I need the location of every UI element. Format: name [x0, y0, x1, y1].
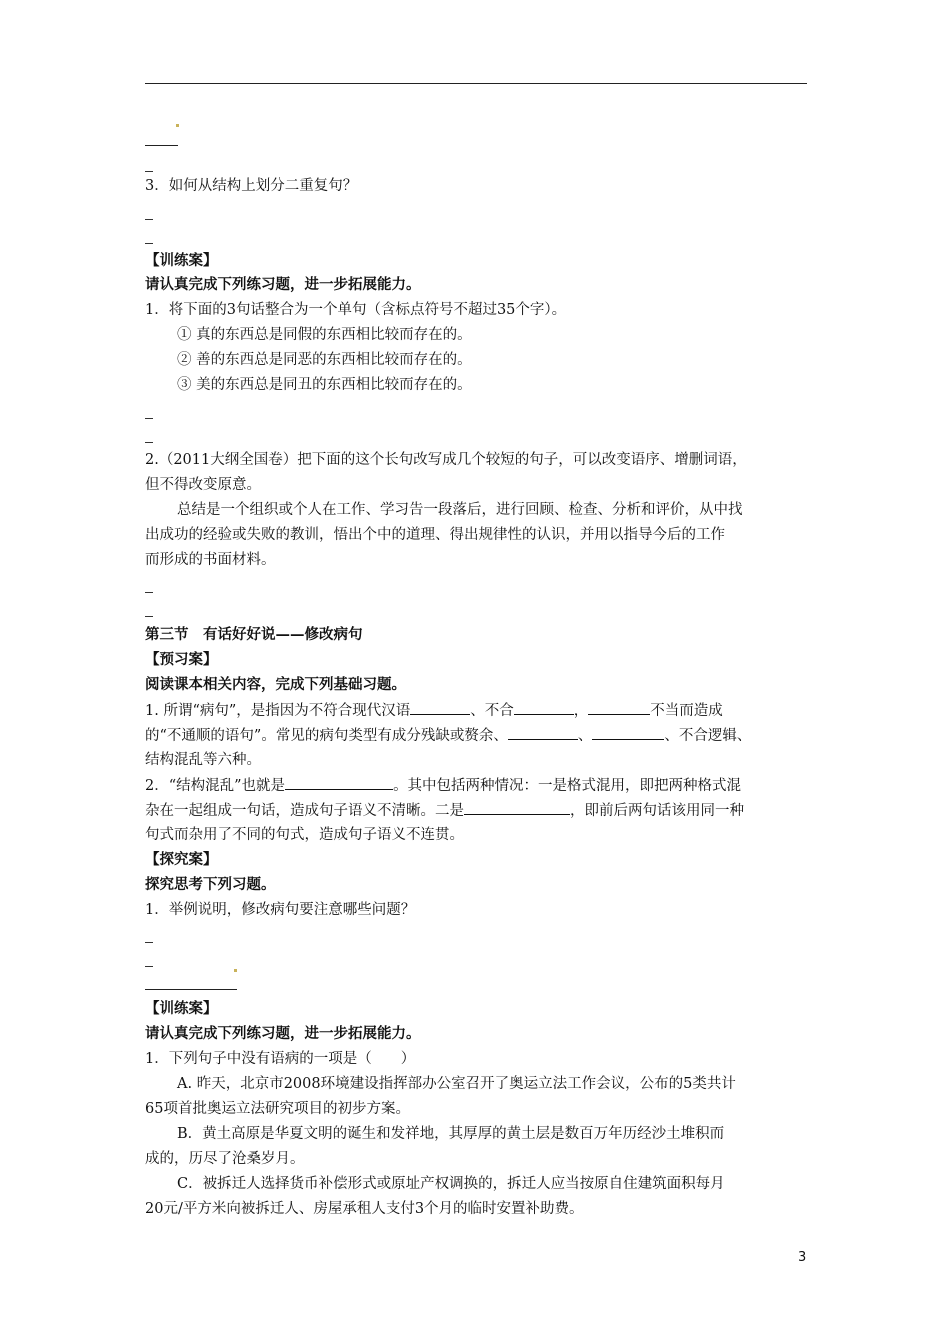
section-heading: 【预习案】 — [145, 651, 218, 668]
fill-blank-2-line-2: 杂在一起组成一句话，造成句子语义不清晰。二是 ，即前后两句话该用同一种 — [145, 800, 744, 821]
option-a-line-1: A. 昨天，北京市2008环境建设指挥部办公室召开了奥运立法工作会议，公布的5类共计 — [177, 1076, 736, 1092]
blank[interactable] — [285, 775, 393, 790]
answer-dash — [145, 442, 153, 443]
list-item: ① 真的东西总是同假的东西相比较而存在的。 — [177, 327, 472, 343]
section-title: 第三节 有话好好说——修改病句 — [145, 626, 363, 643]
passage-line: 总结是一个组织或个人在工作、学习告一段落后，进行回顾、检查、分析和评价，从中找 — [177, 502, 743, 518]
blank[interactable] — [464, 800, 570, 815]
list-item: ② 善的东西总是同恶的东西相比较而存在的。 — [177, 352, 472, 368]
option-b-line-1: B．黄土高原是华夏文明的诞生和发祥地，其厚厚的黄土层是数百万年历经沙土堆积而 — [177, 1126, 725, 1142]
header-rule — [145, 83, 807, 84]
fill-blank-2-line-1: 2．“结构混乱”也就是 。其中包括两种情况：一是格式混用，即把两种格式混 — [145, 775, 741, 796]
section-heading: 【训练案】 — [145, 1000, 218, 1017]
option-c-line-1: C．被拆迁人选择货币补偿形式或原址产权调换的，拆迁人应当按原自住建筑面积每月 — [177, 1176, 725, 1192]
option-c-line-2: 20元/平方米向被拆迁人、房屋承租人支付3个月的临时安置补助费。 — [145, 1201, 584, 1217]
blank[interactable] — [410, 700, 470, 715]
answer-dash — [145, 418, 153, 419]
decorative-dot — [234, 969, 237, 972]
fill-blank-1-line-2: 的“不通顺的语句”。常见的病句类型有成分残缺或赘余、 、 、不合逻辑、 — [145, 725, 751, 746]
fill-blank-1-line-1: 1. 所谓“病句”，是指因为不符合现代汉语 、不合 ， 不当而造成 — [145, 700, 723, 721]
answer-line — [145, 989, 237, 990]
instruction: 请认真完成下列练习题，进一步拓展能力。 — [145, 1025, 421, 1042]
section-heading: 【训练案】 — [145, 252, 218, 269]
question-3: 3．如何从结构上划分二重复句？ — [145, 178, 358, 194]
explore-question-1: 1．举例说明，修改病句要注意哪些问题？ — [145, 902, 416, 918]
exercise-2-line-1: 2.（2011大纲全国卷）把下面的这个长句改写成几个较短的句子，可以改变语序、增删词语， — [145, 452, 747, 468]
answer-dash — [145, 616, 153, 617]
blank[interactable] — [508, 725, 578, 740]
answer-dash — [145, 219, 153, 220]
fill-blank-2-line-3: 句式而杂用了不同的句式，造成句子语义不连贯。 — [145, 827, 464, 843]
exercise-2-line-2: 但不得改变原意。 — [145, 477, 261, 493]
list-item: ③ 美的东西总是同丑的东西相比较而存在的。 — [177, 377, 472, 393]
answer-line — [145, 145, 178, 146]
instruction: 探究思考下列习题。 — [145, 876, 276, 893]
passage-line: 出成功的经验或失败的教训，悟出个中的道理、得出规律性的认识，并用以指导今后的工作 — [145, 527, 725, 543]
option-a-line-2: 65项首批奥运立法研究项目的初步方案。 — [145, 1101, 410, 1117]
passage-line: 而形成的书面材料。 — [145, 552, 276, 568]
instruction: 阅读课本相关内容，完成下列基础习题。 — [145, 676, 406, 693]
answer-dash — [145, 966, 153, 967]
exercise-1: 1．将下面的3句话整合为一个单句（含标点符号不超过35个字）。 — [145, 302, 567, 318]
instruction: 请认真完成下列练习题，进一步拓展能力。 — [145, 276, 421, 293]
blank[interactable] — [588, 700, 650, 715]
option-b-line-2: 成的，历尽了沧桑岁月。 — [145, 1151, 305, 1167]
answer-dash — [145, 243, 153, 244]
mc-question-1: 1．下列句子中没有语病的一项是（ ） — [145, 1051, 416, 1067]
answer-dash — [145, 942, 153, 943]
decorative-dot — [176, 124, 179, 127]
blank[interactable] — [514, 700, 574, 715]
answer-dash — [145, 171, 153, 172]
section-heading: 【探究案】 — [145, 851, 218, 868]
blank[interactable] — [592, 725, 664, 740]
fill-blank-1-line-3: 结构混乱等六种。 — [145, 752, 261, 768]
page-number: 3 — [798, 1250, 807, 1265]
answer-dash — [145, 592, 153, 593]
